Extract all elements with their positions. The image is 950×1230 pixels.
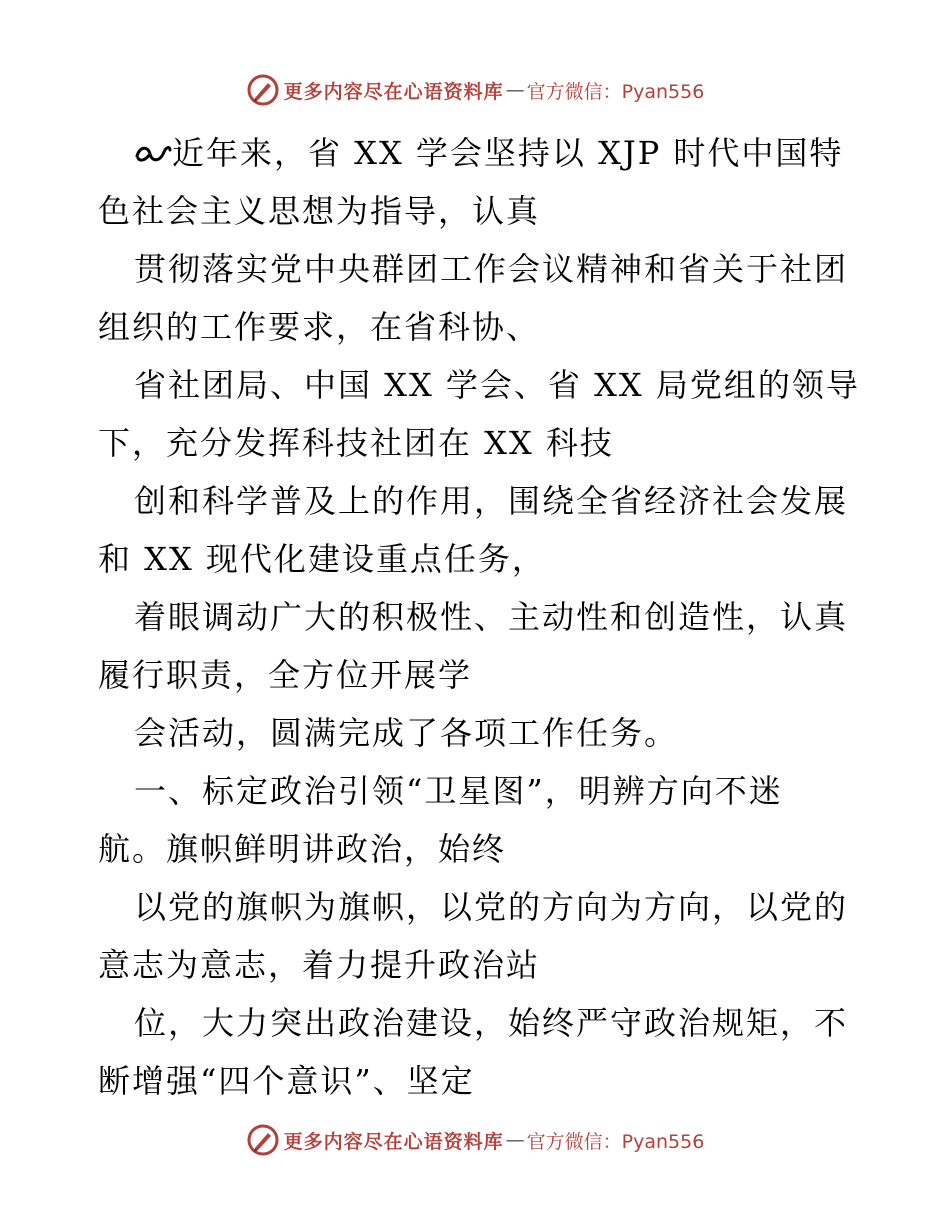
text-line	[98, 704, 858, 762]
text-line	[98, 182, 858, 240]
header-watermark	[0, 70, 950, 110]
text-line	[98, 356, 858, 414]
text-line	[98, 994, 858, 1052]
watermark-main-text: 更多内容尽在心语资料库	[283, 80, 504, 103]
text-line-content: 近年来，省 XX 学会坚持以 XJP 时代中国特	[172, 134, 844, 172]
text-line-content: 会活动，圆满完成了各项工作任务。	[134, 714, 679, 752]
text-line-content: 贯彻落实党中央群团工作会议精神和省关于社团	[134, 250, 849, 288]
text-line-content: 着眼调动广大的积极性、主动性和创造性，认真	[134, 598, 849, 636]
text-line-content: 创和科学普及上的作用，围绕全省经济社会发展	[134, 482, 849, 520]
text-line-content: 省社团局、中国 XX 学会、省 XX 局党组的领导	[134, 366, 860, 404]
watermark-contact-text: 官方微信：Pyan556	[526, 1130, 705, 1153]
text-line	[98, 298, 858, 356]
text-line	[98, 472, 858, 530]
text-line-content: 和 XX 现代化建设重点任务，	[98, 540, 546, 578]
swash-ornament-icon	[134, 136, 172, 168]
text-line	[98, 414, 858, 472]
text-line	[98, 820, 858, 878]
watermark-separator: —	[505, 79, 525, 101]
footer-watermark	[0, 1120, 950, 1160]
watermark-main-text: 更多内容尽在心语资料库	[283, 1130, 504, 1153]
text-line-content: 下，充分发挥科技社团在 XX 科技	[98, 424, 614, 462]
text-line-content: 以党的旗帜为旗帜，以党的方向为方向，以党的	[134, 888, 849, 926]
text-line-content: 色社会主义思想为指导，认真	[98, 192, 541, 230]
text-line-content: 组织的工作要求，在省科协、	[98, 308, 541, 346]
watermark-separator: —	[505, 1129, 525, 1151]
text-line-content: 断增强“四个意识”、坚定	[98, 1062, 475, 1100]
text-line	[98, 936, 858, 994]
text-line	[98, 124, 858, 182]
text-line	[98, 530, 858, 588]
text-line	[98, 878, 858, 936]
text-line-content: 意志为意志，着力提升政治站	[98, 946, 541, 984]
quill-circle-logo-icon	[246, 73, 280, 107]
text-line-content: 位，大力突出政治建设，始终严守政治规矩，不	[134, 1004, 849, 1042]
quill-circle-logo-icon	[246, 1123, 280, 1157]
text-line-content: 履行职责，全方位开展学	[98, 656, 473, 694]
watermark-contact-text: 官方微信：Pyan556	[526, 80, 705, 103]
text-line	[98, 240, 858, 298]
text-line	[98, 646, 858, 704]
document-body	[98, 124, 858, 1110]
text-line	[98, 1052, 858, 1110]
text-line-content: 航。旗帜鲜明讲政治，始终	[98, 830, 507, 868]
text-line	[98, 588, 858, 646]
text-line	[98, 762, 858, 820]
text-line-content: 一、标定政治引领“卫星图”，明辨方向不迷	[134, 772, 783, 810]
